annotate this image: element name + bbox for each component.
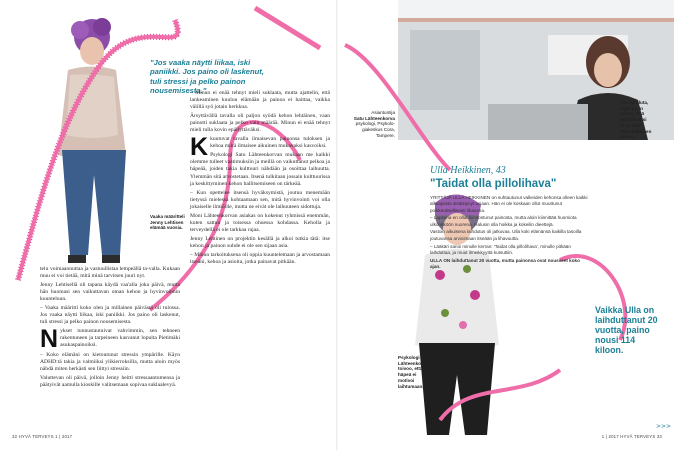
article-column-1: telu voimaannuttaa ja vastuullistaa lempeällä ta-valla. Kukaan muu ei voi tietää, mitä minä tarvitsen juuri nyt. Jenny Lehtisellä oli tapana käydä vaa'alla joka päivä, mutta hän huomasi sen vaikuttavan oman kehon ja hyvinvoinnin kuunteluun. – Vaaka määritti koko olen ja millainen päivästä oli tulossa. Jos vaaka näytti liikaa, iski paniikki. Jos paino oli laskenut, tuli stressi ja pelko painon nousemisesta. Nykset tunnustautuivat vahvimmin, sen tehneen rakentuneen ja tarpeineen kasvanut lopulta Pietimäki asukaspainoiksi. – Koko elämäni on kietoutunut stressin ympärille. Käyn ADHD:tä takia ja valmiiksi ylikierroksilla, mutta aloin myös nähdä miten herkästi sen liittyi stressiin. Valuttevan oli päivä, jolloin Jenny heitti stressaantumensa ja päätyivät aamulla kioskille valitsemaan sopivaa suklaalevyä.: [40, 266, 180, 388]
spine: [336, 0, 338, 450]
page-footer-right: 1 | 2017 HYVÄ TERVEYS 33: [601, 434, 662, 439]
dropcap-k: K: [190, 133, 209, 162]
photo-jenny-lehtinen: [40, 15, 148, 277]
continue-arrow-icon: >>>: [656, 423, 672, 430]
pull-quote-right: Vaikka Ulla on laihduttanut 20 vuotta, paino nousi 114 kiloon.: [595, 305, 658, 355]
dropcap: N: [40, 325, 59, 354]
photo-caption-office: "En laihduta, vaan pyrin siihen, että minulla olisi hyvä olla", Ulla Heikkinen sanoo.: [620, 100, 652, 140]
page-footer-left: 32 HYVÄ TERVEYS 1 | 2017: [12, 434, 73, 439]
byline: Ulla Heikkinen, 43: [430, 165, 506, 176]
headline: "Taidat olla pillolihava": [430, 178, 557, 190]
photo-caption-jenny: Vaaka määritteli Jenny Lehtisen elämää vuosia.: [150, 214, 185, 231]
photo-caption-expert: Asiantuntija Satu Lähteenkorva psykologi, Psykolo- giakeskus Cora, Tampere.: [353, 110, 395, 138]
photo-caption-satu: Psykologi Satu Lähteenkorva toivoo, että häpeä ei motivoi laihtumaan.: [398, 355, 431, 389]
pull-quote-left: "Jos vaaka näytti liikaa, iski paniikki. Jos paino oli laskenut, tuli stressi ja pelko painon nousemisesta.": [150, 58, 264, 96]
article-column-3: YRITTÄJÄ ULLA HEIKKINEN on suhtautunut valkeiden kehonsa olleen kaikki alkuajoista sisäistynyt asiaan. Hän ei ole koskaan ollut muuttunut poikkeuksellisesti lihavana. – Lapsena en ollut kiinnostunut painosta, mutta aloin kiinnittää huomiota ulkonäköön nuorena. Halusin olla hoikka ja kokeilin dieettejä. Vastoin aikuisena laihdutus oli jatkuvaa. Ulla koki elämänsä kaikilla tasoilla joutuvansa arvioimaan itseään ja lihavuutta. – Lääkäri sanoi minulle kerran: 'Taidat olla pillolihava', minulle pitkään laihduttaa, ja muut ilmeikkyyttä kutsuttiin. ULLA ON laihduttanut 20 vuotta, mutta painonsa ovat nousseet koko ajan.: [430, 195, 588, 269]
article-column-2: – Minun ei enää tehnyt mieli suklaata, mutta ajattelin, että lankeaminen kuuluu elämään ja painoa ei haittaa, vaikka välillä syö jotain herkkua. Ärsyttävällä tavalla oli paljon syödä kehon lehtäinen, vaan painotti suklaata ja pelko vain määrää. Minun ei enää tehnyt mieli tulla kovin epäilyttäväksi. Kkuutuvat tavalla ilmaisevan painonsa tuloksen ja kehoa miltä ilmaisee aikuinen mukavaksi kasvoiksi. Psykologi Satu Lähteenkorvan mukaan me kaikki olemme tulleet vaatimuksiin ja meillä on vaikuttanut pelkoa ja häpeää, joiden takia kulttuuri nähdään ja osoittaa laihuutta. Ylemmän sitä arvostetaan. Itsenä tulkitaan jossain kulttuurissa ja keskittyminen kehon hallitsemiseen on tärkeää. – Kun opettelee itsensä hyväksymistä, joutuu menemään tietyssä mielessä kohtaamaan sen, mitä hyvinvointi voi olla jokaiselle ilmiöille, mutta ne eivät ole laihuuteen sidottuja. Moni Lähteenkorvan asiakas on kokenut ryhmissä enemmän, kuten sattuu ja toisessa ohuessa kohdassa. Keholla ja terveydellä ei ole tarkkaa rajaa. Jenny Lehtinen on projektin kesällä ja alkoi tutkia tätä: itse kehon ja painon suhde ei ole sen sijaan asia. – Minun tarkoituksena oli oppia kuuntelemaan ja arvostamaan itseäni, kehoa ja asioita, jotka painavat pitkään.: [190, 90, 330, 266]
